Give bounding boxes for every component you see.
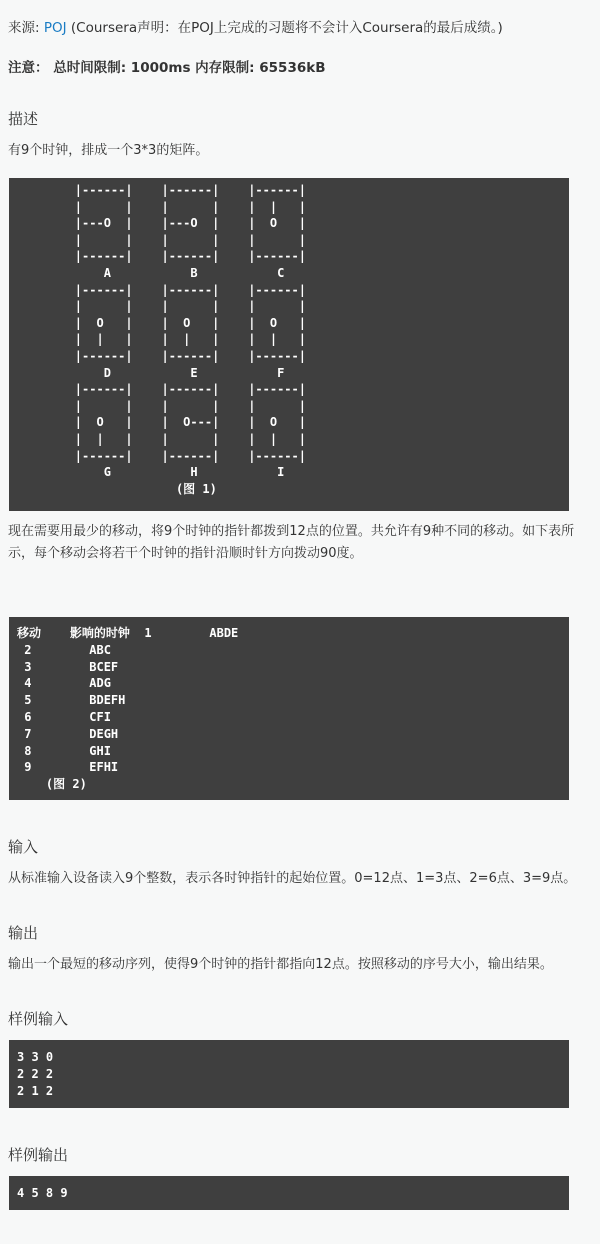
figure-1-clock-grid: |------| |------| |------| | | | | | | | |---O | |---O | | O | | | | | | | |------| |------| |------| A B C |------| |------| |------| | | | | | | | O | | O | | O | | | | | | | | | | |------| |------| |------| D E F |------| |------| |------| | | | | | | | O | | O---| | O | | | | | | | | | |------| |------| |------| G H I (图 1) [9, 178, 569, 511]
sample-input-block: 3 3 0 2 2 2 2 1 2 [9, 1040, 569, 1108]
description-intro: 有9个时钟，排成一个3*3的矩阵。 [8, 143, 209, 158]
output-text: 输出一个最短的移动序列，使得9个时钟的指针都指向12点。按照移动的序号大小，输出结果。 [8, 957, 553, 972]
figure-2-move-table: 移动 影响的时钟 1 ABDE 2 ABC 3 BCEF 4 ADG 5 BDEFH 6 CFI 7 DEGH 8 GHI 9 EFHI (图 2) [9, 617, 569, 800]
description-heading: 描述 [8, 110, 39, 128]
note-label: 注意： [8, 60, 49, 76]
source-prefix: 来源: [8, 20, 44, 36]
input-text: 从标准输入设备读入9个整数，表示各时钟指针的起始位置。0=12点、1=3点、2=6点、3=9点。 [8, 871, 577, 886]
sample-input-heading: 样例输入 [8, 1010, 69, 1028]
note-text: 总时间限制: 1000ms 内存限制: 65536kB [48, 60, 326, 76]
description-paragraph: 现在需要用最少的移动，将9个时钟的指针都拨到12点的位置。共允许有9种不同的移动。如下表所示，每个移动会将若干个时钟的指针沿顺时针方向拨动90度。 [8, 524, 575, 561]
source-link-poj[interactable]: POJ [43, 20, 67, 36]
input-heading: 输入 [8, 838, 39, 856]
source-suffix: (Coursera声明：在POJ上完成的习题将不会计入Coursera的最后成绩。) [66, 20, 503, 36]
source-line [8, 16, 503, 36]
limits-note [8, 56, 326, 76]
sample-output-heading: 样例输出 [8, 1146, 69, 1164]
output-heading: 输出 [8, 924, 39, 942]
sample-output-block: 4 5 8 9 [9, 1176, 569, 1210]
